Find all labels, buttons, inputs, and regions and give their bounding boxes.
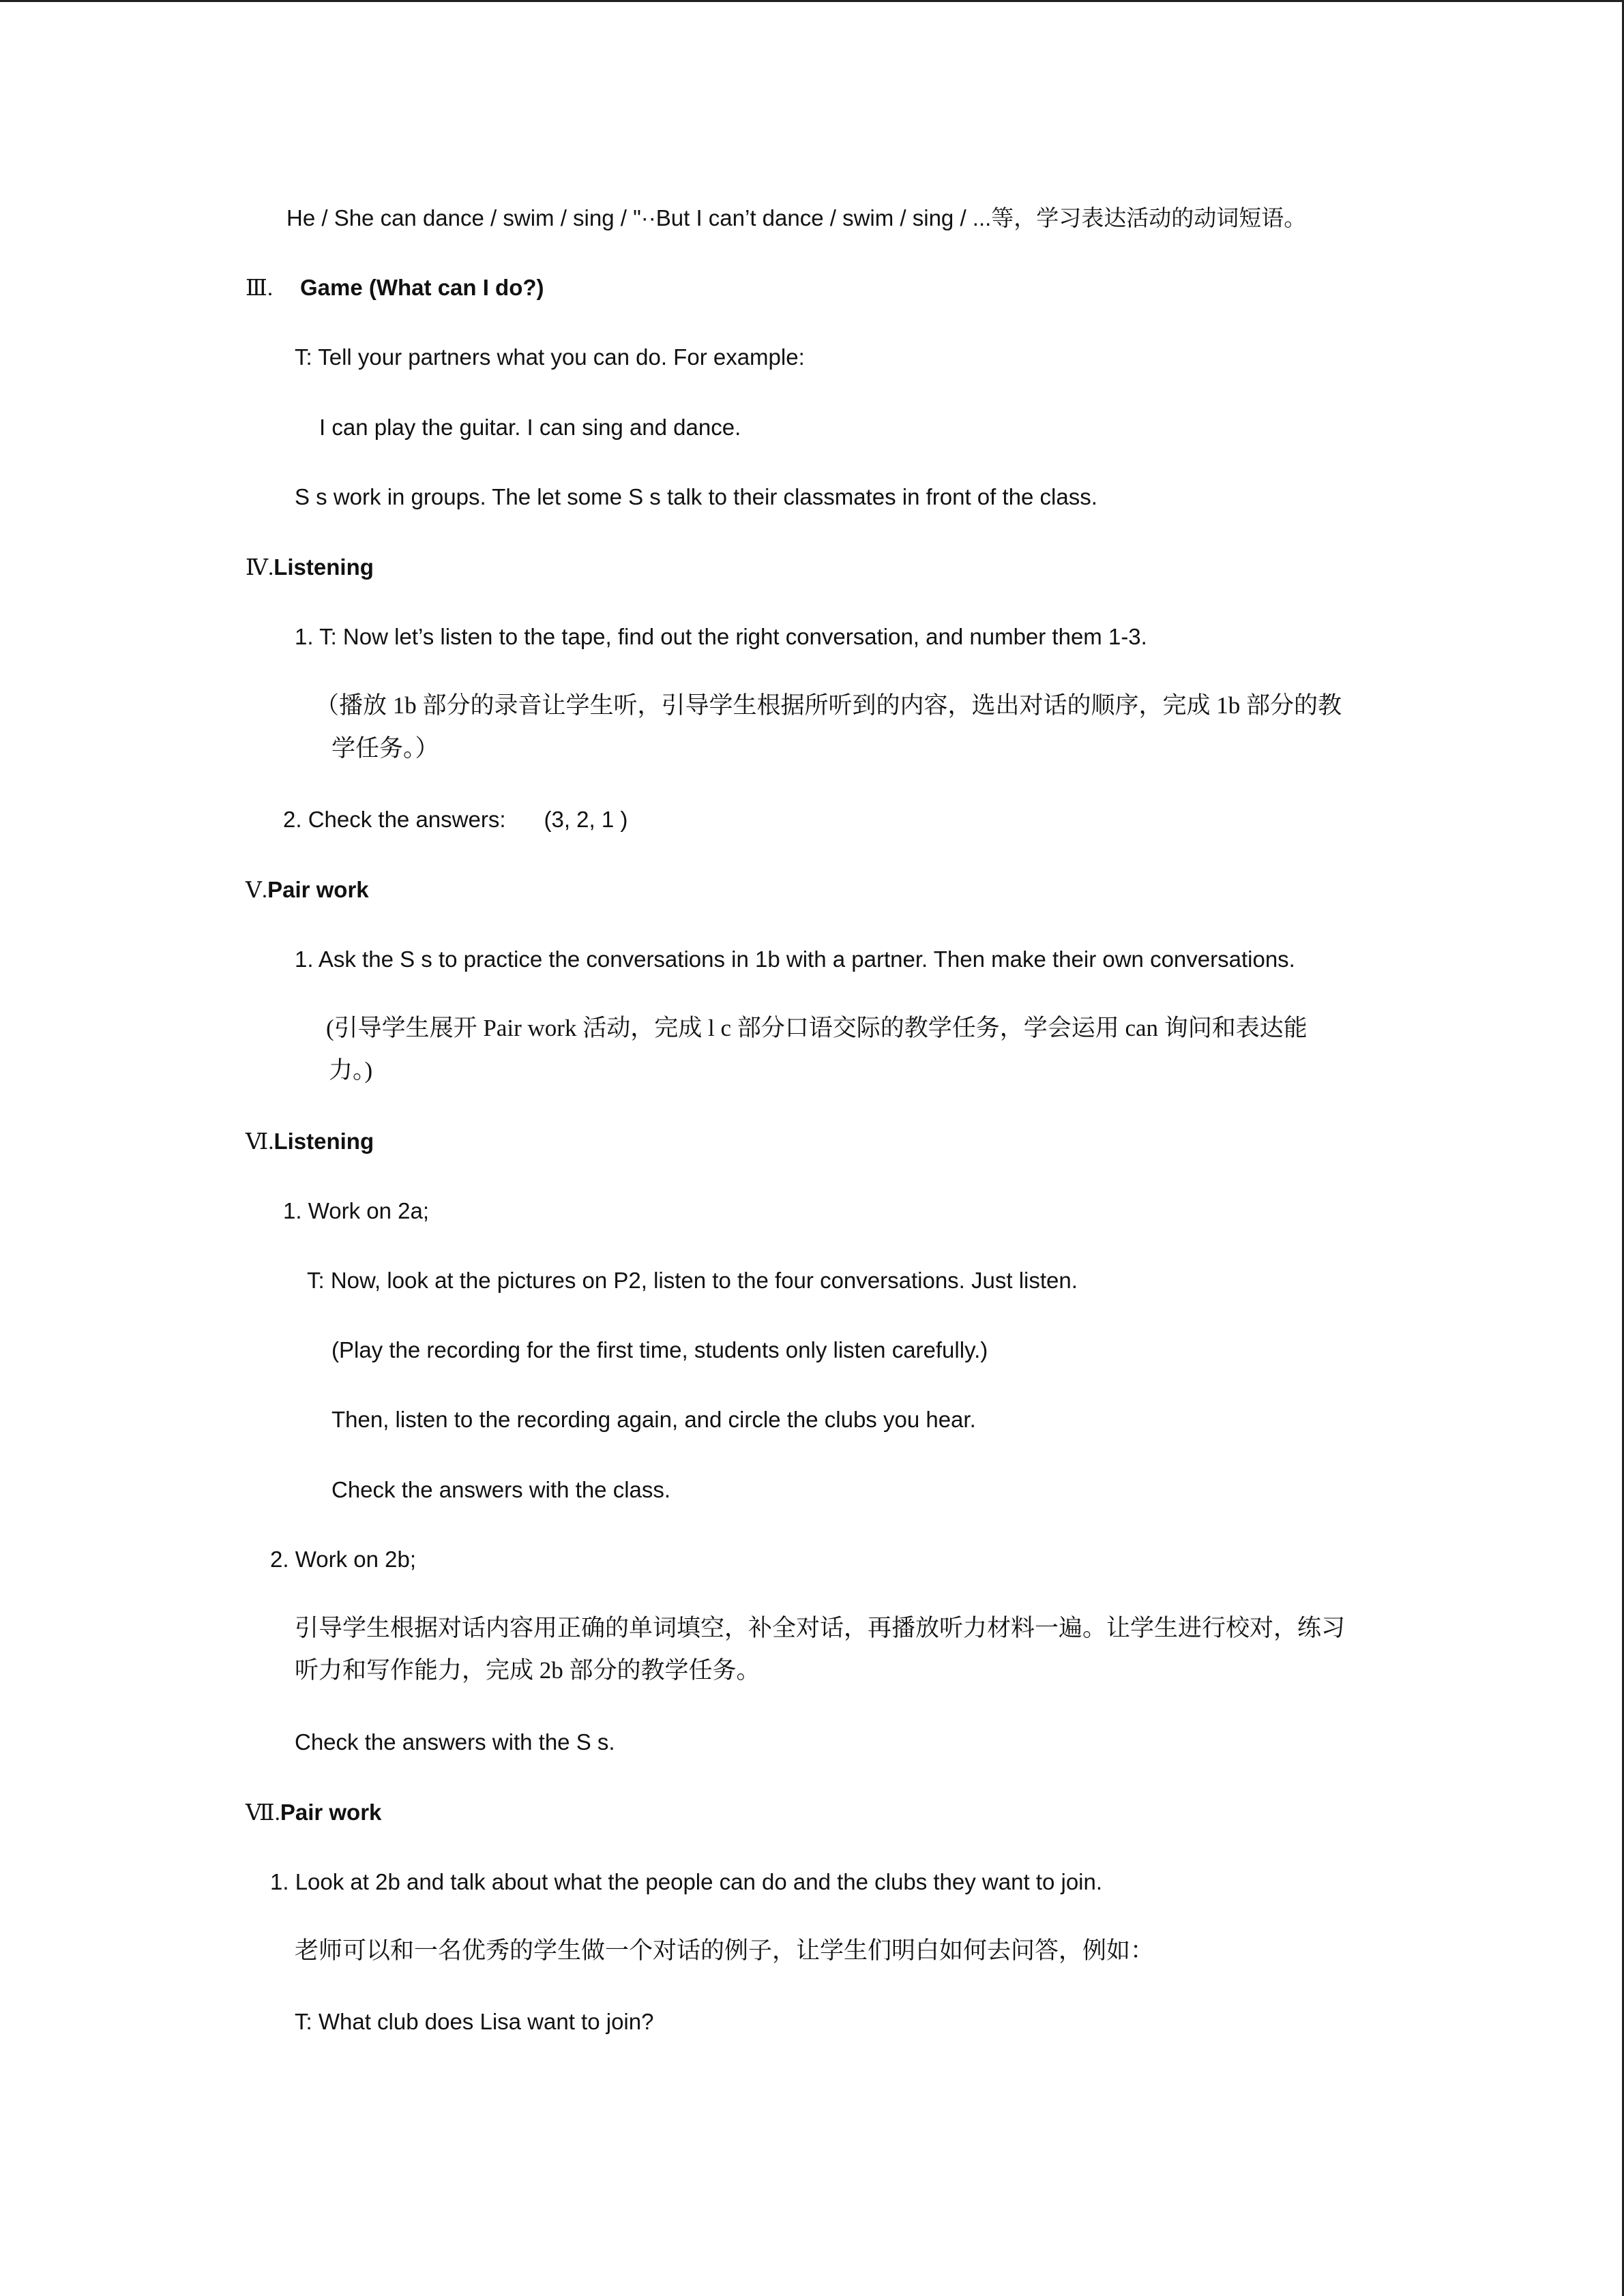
listening2-check2: Check the answers with the S s. — [295, 1729, 615, 1755]
section-5-numeral: Ⅴ. — [246, 878, 268, 903]
game-teacher-prompt: T: Tell your partners what you can do. For example: — [295, 344, 805, 370]
listening1-step2-answer: (3, 2, 1 ) — [544, 807, 628, 832]
section-6-heading — [246, 1127, 374, 1157]
section-6-numeral: Ⅵ. — [246, 1130, 274, 1154]
game-groups: S s work in groups. The let some S s talk to their classmates in front of the class. — [295, 484, 1097, 509]
listening2-teacher: T: Now, look at the pictures on P2, listen to the four conversations. Just listen. — [307, 1268, 1078, 1293]
pairwork1-note-line1: (引导学生展开 Pair work 活动，完成 l c 部分口语交际的教学任务，学会运用 can 询问和表达能 — [326, 1015, 1308, 1041]
section-3-numeral: Ⅲ. — [246, 276, 274, 301]
listening1-step1: 1. T: Now let’s listen to the tape, find out the right conversation, and number them 1-3. — [295, 624, 1147, 649]
section-5-heading — [246, 875, 369, 906]
section-4-numeral: Ⅳ. — [246, 556, 274, 580]
section-3-heading — [246, 273, 544, 303]
pairwork1-step1: 1. Ask the S s to practice the conversations in 1b with a partner. Then make their own conversations. — [295, 946, 1295, 972]
pairwork1-note-line2: 力。) — [329, 1057, 373, 1084]
listening1-step2-label: 2. Check the answers: — [283, 807, 506, 832]
section-4-heading — [246, 552, 374, 583]
section-7-heading — [246, 1798, 381, 1828]
listening2-step1: 1. Work on 2a; — [283, 1198, 430, 1223]
pairwork2-step1: 1. Look at 2b and talk about what the people can do and the clubs they want to join. — [270, 1869, 1103, 1894]
section-5-title: Pair work — [267, 877, 369, 902]
listening2-play: (Play the recording for the first time, students only listen carefully.) — [331, 1337, 988, 1362]
intro-line: He / She can dance / swim / sing / "··But I can’t dance / swim / sing / ...等，学习表达活动的动词短语。 — [286, 205, 1307, 230]
listening2-check: Check the answers with the class. — [331, 1477, 671, 1502]
listening1-note-line2: 学任务。） — [331, 735, 439, 762]
listening2-note-line1: 引导学生根据对话内容用正确的单词填空，补全对话，再播放听力材料一遍。让学生进行校对，练习 — [295, 1615, 1346, 1641]
listening2-step2: 2. Work on 2b; — [270, 1547, 417, 1572]
pairwork2-note: 老师可以和一名优秀的学生做一个对话的例子，让学生们明白如何去问答，例如： — [295, 1937, 1155, 1964]
listening1-step2 — [283, 805, 628, 835]
listening2-note-line2: 听力和写作能力，完成 2b 部分的教学任务。 — [295, 1657, 761, 1684]
section-4-title: Listening — [274, 554, 374, 580]
listening2-then: Then, listen to the recording again, and circle the clubs you hear. — [331, 1407, 976, 1432]
section-7-numeral: Ⅶ. — [246, 1801, 280, 1825]
section-6-title: Listening — [274, 1129, 374, 1154]
section-7-title: Pair work — [280, 1800, 382, 1825]
listening1-note-line1: （播放 1b 部分的录音让学生听，引导学生根据所听到的内容，选出对话的顺序，完成 1b 部分的教 — [315, 692, 1342, 719]
pairwork2-question: T: What club does Lisa want to join? — [295, 2009, 654, 2034]
game-example: I can play the guitar. I can sing and dance. — [319, 415, 741, 440]
section-3-title: Game (What can I do?) — [300, 275, 544, 300]
